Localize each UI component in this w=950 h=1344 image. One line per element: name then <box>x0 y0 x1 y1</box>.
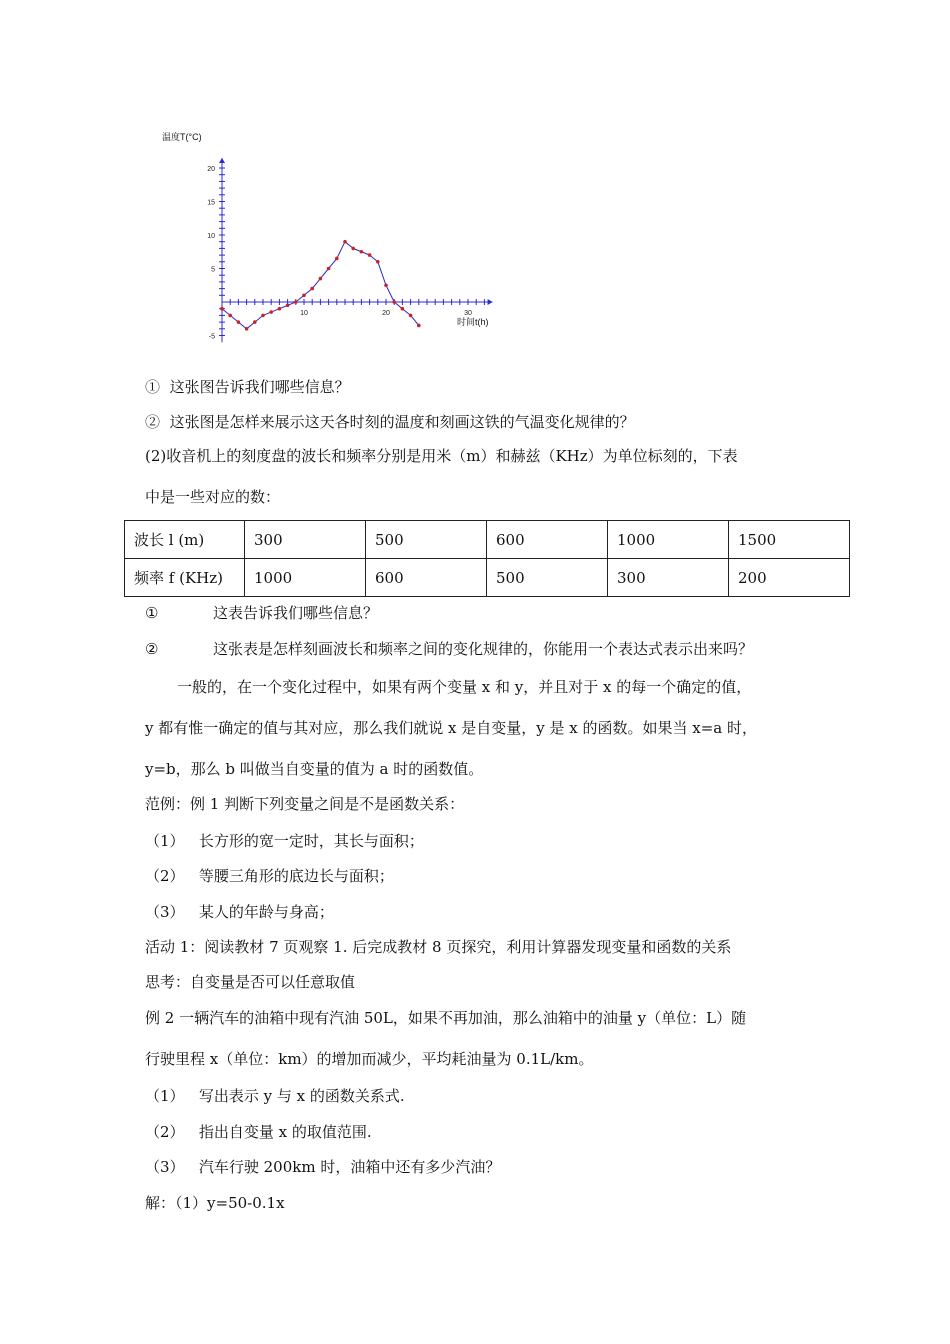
temperature-data-point <box>278 307 282 311</box>
y-axis-label: 温度T(°C) <box>162 132 202 142</box>
definition-line-3: y=b，那么 b 叫做当自变量的值为 a 时的函数值。 <box>145 760 484 778</box>
x-tick-label: 20 <box>382 310 390 317</box>
item-number: （3） <box>145 903 185 921</box>
temperature-data-point <box>343 240 347 244</box>
y-tick-label: 10 <box>207 233 215 240</box>
chart-question-1 <box>145 377 350 397</box>
temperature-data-point <box>327 267 331 271</box>
item-text: 指出自变量 x 的取值范围. <box>198 1123 372 1141</box>
radio-intro-line-2: 中是一些对应的数： <box>145 488 281 506</box>
y-tick-label: -5 <box>208 333 215 341</box>
y-tick-label: 5 <box>211 266 215 274</box>
table-cell: 1500 <box>729 521 850 559</box>
temperature-data-point <box>253 320 257 324</box>
chart-series <box>220 240 420 331</box>
item-text: 长方形的宽一定时，其长与面积； <box>198 832 424 850</box>
wavelength-frequency-table <box>124 520 850 597</box>
x-axis-arrow <box>488 299 493 305</box>
example-2-line-2: 行驶里程 x（单位：km）的增加而减少，平均耗油量为 0.1L/km。 <box>145 1050 594 1068</box>
example-2-item <box>145 1122 372 1142</box>
question-number: ② <box>145 640 159 658</box>
x-axis-label: 时间t(h) <box>457 317 489 327</box>
temperature-data-point <box>351 247 355 251</box>
chart-question-2 <box>145 412 635 432</box>
temperature-data-point <box>220 307 224 311</box>
temperature-data-point <box>245 327 249 331</box>
table-cell: 600 <box>487 521 608 559</box>
radio-intro-line-1: (2)收音机上的刻度盘的波长和频率分别是用米（m）和赫兹（KHz）为单位标刻的，下表 <box>145 447 738 465</box>
item-number: （2） <box>145 867 185 885</box>
example-1-item <box>145 866 394 886</box>
definition-line-2: y 都有惟一确定的值与其对应，那么我们就说 x 是自变量，y 是 x 的函数。如果当 x=a 时， <box>145 719 757 737</box>
temperature-data-point <box>302 294 306 298</box>
table-cell: 频率 f (KHz) <box>125 559 245 597</box>
y-tick-label: 15 <box>207 199 215 207</box>
temperature-data-point <box>417 324 421 328</box>
question-text: 这张表是怎样刻画波长和频率之间的变化规律的，你能用一个表达式表示出来吗？ <box>213 640 754 658</box>
question-text: 这张图是怎样来展示这天各时刻的温度和刻画这铁的气温变化规律的？ <box>169 413 635 431</box>
x-tick-label: 10 <box>300 310 308 317</box>
temperature-data-point <box>310 287 314 291</box>
temperature-data-point <box>409 314 413 318</box>
question-text: 这张图告诉我们哪些信息？ <box>169 378 350 396</box>
item-number: （3） <box>145 1158 185 1176</box>
example-2-item <box>145 1157 500 1177</box>
item-text: 等腰三角形的底边长与面积； <box>198 867 394 885</box>
temperature-data-point <box>261 314 265 318</box>
table-cell: 500 <box>487 559 608 597</box>
temperature-data-point <box>392 300 396 304</box>
definition-line-1: 一般的，在一个变化过程中，如果有两个变量 x 和 y，并且对于 x 的每一个确定的值， <box>177 678 752 696</box>
table-cell: 300 <box>245 521 366 559</box>
example-2-line-1: 例 2 一辆汽车的油箱中现有汽油 50L，如果不再加油，那么油箱中的油量 y（单位：L）随 <box>145 1009 747 1027</box>
table-cell: 300 <box>608 559 729 597</box>
solution-line: 解：（1）y=50-0.1x <box>145 1194 285 1212</box>
table-question-2 <box>145 639 753 659</box>
y-tick-label: 20 <box>207 166 215 173</box>
temperature-line-chart <box>150 118 520 358</box>
item-text: 写出表示 y 与 x 的函数关系式. <box>198 1087 405 1105</box>
table-cell: 1000 <box>608 521 729 559</box>
item-number: （2） <box>145 1123 185 1141</box>
item-number: （1） <box>145 832 185 850</box>
example-1-title: 范例：例 1 判断下列变量之间是不是函数关系： <box>145 795 465 813</box>
temperature-data-point <box>360 250 364 254</box>
temperature-data-point <box>401 307 405 311</box>
example-1-item <box>145 902 334 922</box>
question-number: ① <box>145 378 161 396</box>
question-number: ② <box>145 413 161 431</box>
table-cell: 波长 l (m) <box>125 521 245 559</box>
thinking-line: 思考：自变量是否可以任意取值 <box>145 973 356 991</box>
temperature-data-point <box>368 253 372 257</box>
table-row <box>125 559 850 597</box>
temperature-data-point <box>294 300 298 304</box>
temperature-data-point <box>376 260 380 264</box>
chart-ticks <box>207 166 484 341</box>
temperature-data-point <box>384 283 388 287</box>
temperature-data-point <box>237 320 241 324</box>
y-axis-arrow <box>219 158 225 163</box>
temperature-data-point <box>269 310 273 314</box>
example-1-item <box>145 831 424 851</box>
question-number: ① <box>145 604 159 622</box>
temperature-data-point <box>228 314 232 318</box>
example-2-item <box>145 1086 405 1106</box>
item-text: 某人的年龄与身高； <box>198 903 334 921</box>
table-row <box>125 521 850 559</box>
temperature-data-point <box>319 277 323 281</box>
x-tick-label: 30 <box>464 310 472 317</box>
item-text: 汽车行驶 200km 时，油箱中还有多少汽油？ <box>198 1158 501 1176</box>
table-cell: 200 <box>729 559 850 597</box>
table-question-1 <box>145 603 378 623</box>
table-cell: 600 <box>366 559 487 597</box>
temperature-data-point <box>335 257 339 261</box>
table-cell: 500 <box>366 521 487 559</box>
table-cell: 1000 <box>245 559 366 597</box>
item-number: （1） <box>145 1087 185 1105</box>
activity-line: 活动 1：阅读教材 7 页观察 1. 后完成教材 8 页探究，利用计算器发现变量和函数的关系 <box>145 938 732 956</box>
temperature-data-point <box>286 304 290 308</box>
chart-axes <box>219 158 493 342</box>
question-text: 这表告诉我们哪些信息？ <box>213 604 379 622</box>
